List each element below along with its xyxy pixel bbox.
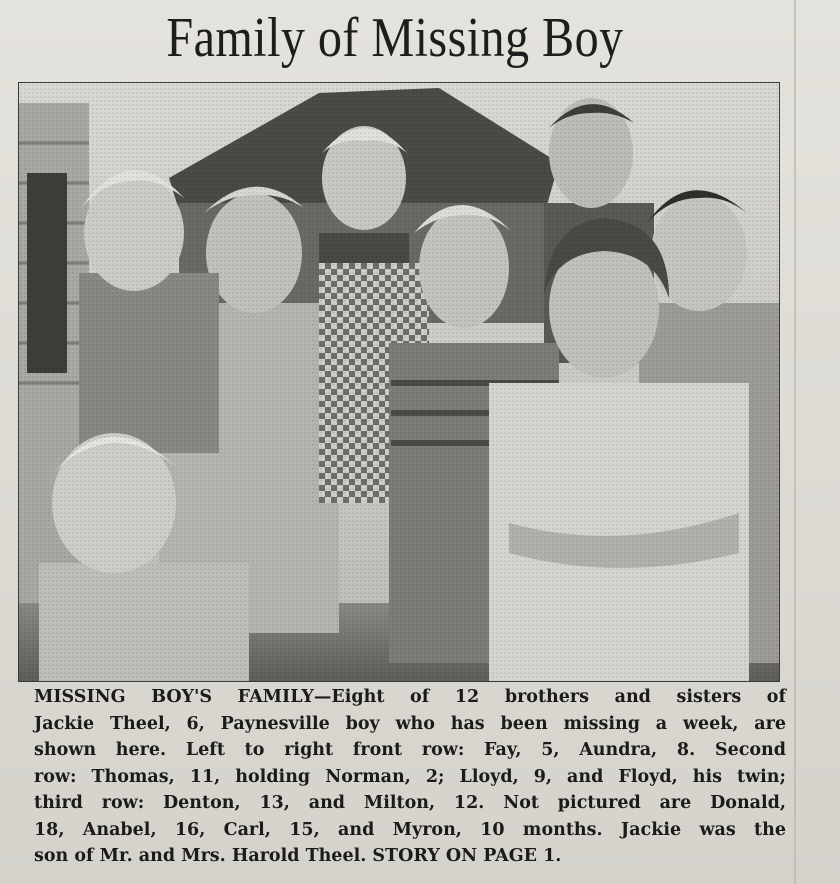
family-photo [18, 82, 780, 682]
photo-caption [34, 684, 786, 870]
caption-line: shown here. Left to right front row: Fay, 5, Aundra, 8. Second [34, 740, 786, 760]
caption-line: third row: Denton, 13, and Milton, 12. Not pictured are Donald, [34, 793, 786, 813]
headline: Family of Missing Boy [166, 7, 624, 69]
caption-line: Jackie Theel, 6, Paynesville boy who has been missing a week, are [34, 713, 786, 734]
caption-line: 18, Anabel, 16, Carl, 15, and Myron, 10 months. Jackie was the [34, 819, 786, 840]
caption-line: MISSING BOY'S FAMILY—Eight of 12 brothers and sisters of [34, 687, 786, 707]
caption-line: son of Mr. and Mrs. Harold Theel. STORY ON PAGE 1. [34, 846, 562, 866]
caption-line: row: Thomas, 11, holding Norman, 2; Lloyd, 9, and Floyd, his twin; [34, 766, 786, 787]
paper-fold-line [794, 0, 796, 884]
